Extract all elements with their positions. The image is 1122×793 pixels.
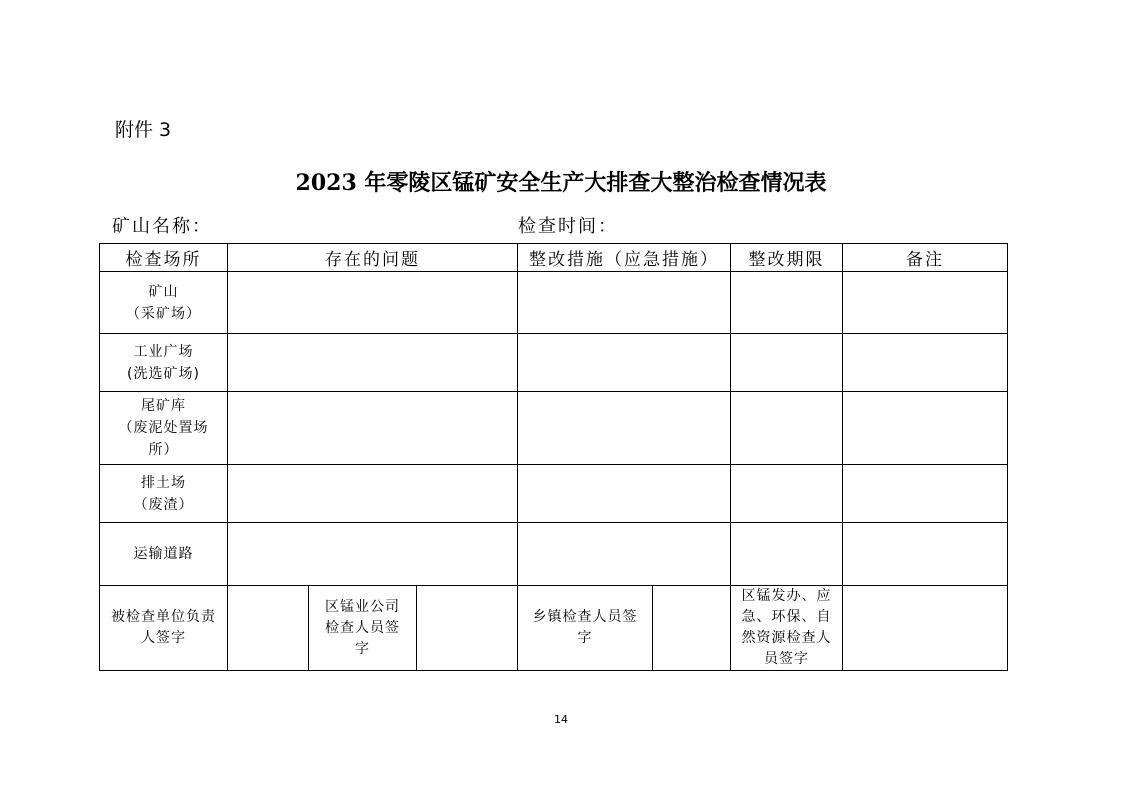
location-cell [100,523,228,586]
signature-label-line: 乡镇检查人员签 [532,609,638,625]
township-label [518,586,653,671]
header-measures: 整改措施（应急措施） [518,244,731,272]
issues-cell[interactable] [228,523,518,586]
check-time-label: 检查时间： [518,216,618,237]
header-location: 检查场所 [100,244,228,272]
unit-principal-label [100,586,228,671]
measures-cell[interactable] [518,272,731,334]
table-row [100,272,1008,334]
signature-label-line: 员签字 [764,651,809,667]
location-cell [100,334,228,392]
signature-label-line: 区锰发办、应 [741,588,832,604]
header-remarks: 备注 [843,244,1008,272]
location-line: （采矿场） [126,305,201,322]
page-number: 14 [554,713,568,726]
header-deadline: 整改期限 [731,244,843,272]
header-issues: 存在的问题 [228,244,518,272]
remarks-cell[interactable] [843,465,1008,523]
issues-cell[interactable] [228,334,518,392]
mine-name-label: 矿山名称： [112,216,212,237]
signature-row [100,586,1008,671]
signature-label-line: 字 [577,630,593,646]
township-signature[interactable] [653,586,731,671]
attachment-label: 附件 3 [115,119,172,141]
district-company-label [309,586,417,671]
location-line: 矿山 [148,283,179,300]
signature-label-line: 区锰业公司 [325,598,400,615]
deadline-cell[interactable] [731,272,843,334]
location-line: 工业广场 [133,343,194,360]
signature-label-line: 检查人员签 [325,619,400,636]
location-cell [100,272,228,334]
remarks-cell[interactable] [843,523,1008,586]
district-company-signature[interactable] [417,586,518,671]
issues-cell[interactable] [228,392,518,465]
measures-cell[interactable] [518,334,731,392]
measures-cell[interactable] [518,392,731,465]
deadline-cell[interactable] [731,392,843,465]
signature-label-line: 被检查单位负责 [111,609,216,625]
unit-principal-signature[interactable] [228,586,309,671]
district-depts-label [731,586,843,671]
table-row [100,392,1008,465]
location-cell [100,465,228,523]
remarks-cell[interactable] [843,392,1008,465]
measures-cell[interactable] [518,465,731,523]
table-row [100,465,1008,523]
location-line: （废渣） [133,496,194,513]
location-line: 排土场 [141,474,186,491]
deadline-cell[interactable] [731,523,843,586]
signature-label-line: 然资源检查人 [741,630,832,646]
page-title: 2023 年零陵区锰矿安全生产大排查大整治检查情况表 [295,170,827,196]
location-line: （废泥处置场 [118,420,209,436]
remarks-cell[interactable] [843,334,1008,392]
location-cell [100,392,228,465]
location-line: 运输道路 [133,546,194,562]
table-row [100,523,1008,586]
issues-cell[interactable] [228,272,518,334]
table-header-row [100,244,1008,272]
district-depts-signature[interactable] [843,586,1008,671]
location-line: 尾矿库 [141,398,186,414]
signature-label-line: 人签字 [141,630,186,646]
location-line: 所） [148,442,179,458]
table-row [100,334,1008,392]
signature-label-line: 急、环保、自 [741,609,832,625]
inspection-table [99,243,1008,671]
location-line: (洗选矿场) [127,365,200,382]
deadline-cell[interactable] [731,334,843,392]
signature-label-line: 字 [355,640,370,657]
issues-cell[interactable] [228,465,518,523]
remarks-cell[interactable] [843,272,1008,334]
measures-cell[interactable] [518,523,731,586]
deadline-cell[interactable] [731,465,843,523]
